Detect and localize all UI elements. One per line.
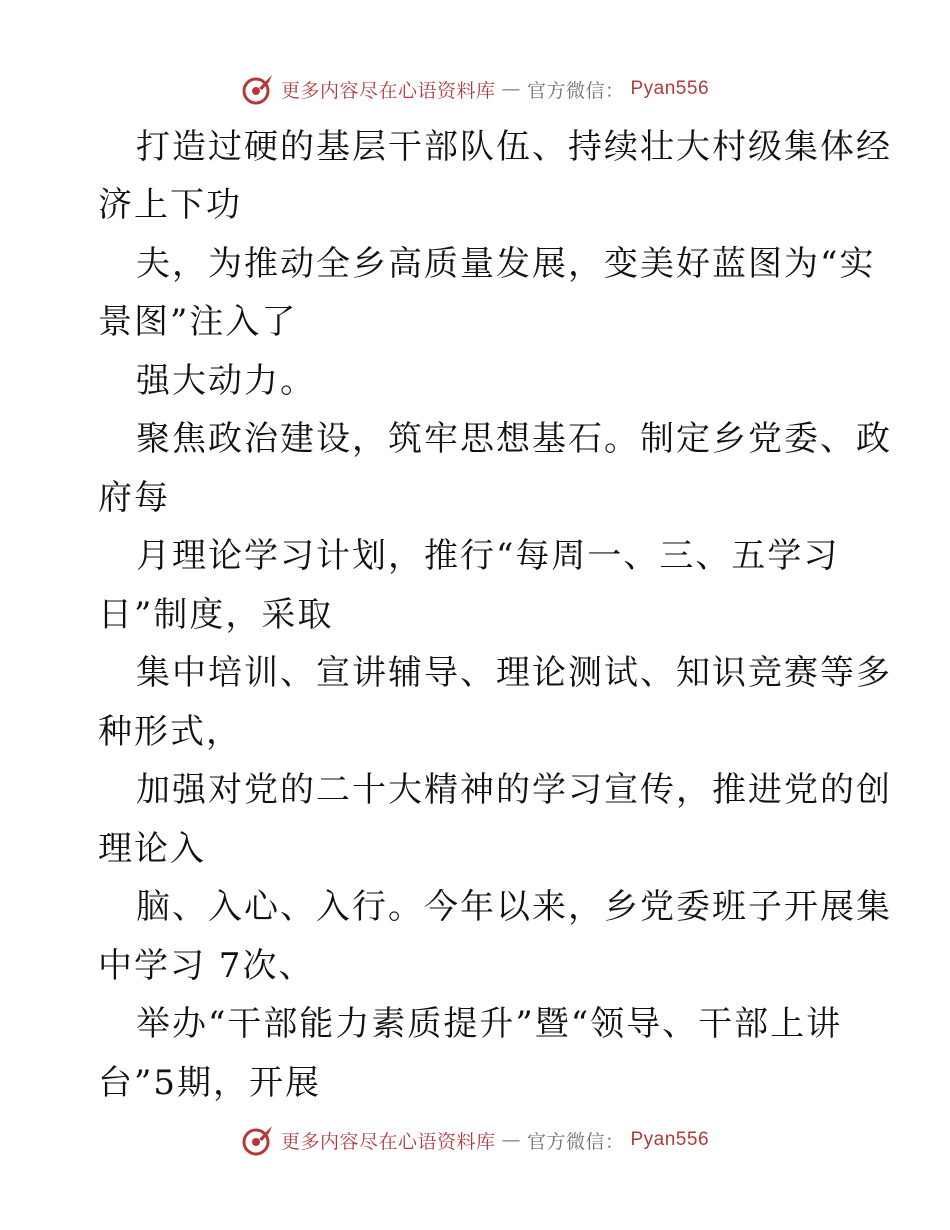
body-line: 济上下功 bbox=[98, 185, 242, 225]
body-line: 日”制度，采取 bbox=[98, 595, 334, 635]
watermark-site-text: 更多内容尽在心语资料库 bbox=[280, 79, 496, 102]
body-line: 打造过硬的基层干部队伍、持续壮大村级集体经 bbox=[136, 127, 892, 167]
body-line: 脑、入心、入行。今年以来，乡党委班子开展集 bbox=[136, 887, 892, 927]
body-line: 理论入 bbox=[98, 829, 206, 869]
body-line: 景图”注入了 bbox=[98, 302, 298, 342]
header-watermark bbox=[0, 72, 950, 106]
body-line: 强大动力。 bbox=[136, 361, 316, 401]
watermark-site-text: 更多内容尽在心语资料库 bbox=[280, 1130, 496, 1153]
body-line: 台”5期，开展 bbox=[98, 1063, 322, 1103]
watermark-wechat-label: 官方微信： bbox=[526, 1130, 625, 1153]
body-line: 府每 bbox=[98, 478, 170, 518]
body-line: 举办“干部能力素质提升”暨“领导、干部上讲 bbox=[136, 1004, 843, 1044]
watermark-dash: — bbox=[501, 78, 521, 100]
watermark-wechat-id: Pyan556 bbox=[630, 1129, 710, 1150]
body-line: 种形式， bbox=[98, 712, 242, 752]
quill-logo-icon bbox=[241, 1123, 275, 1157]
body-line: 聚焦政治建设，筑牢思想基石。制定乡党委、政 bbox=[136, 419, 892, 459]
body-line: 加强对党的二十大精神的学习宣传，推进党的创 bbox=[136, 770, 892, 810]
quill-logo-icon bbox=[241, 72, 275, 106]
body-line: 集中培训、宣讲辅导、理论测试、知识竞赛等多 bbox=[136, 653, 892, 693]
body-line: 中学习 7次、 bbox=[98, 946, 315, 986]
body-line: 月理论学习计划，推行“每周一、三、五学习 bbox=[136, 536, 840, 576]
watermark-dash: — bbox=[501, 1129, 521, 1151]
watermark-wechat-label: 官方微信： bbox=[526, 79, 625, 102]
footer-watermark bbox=[0, 1123, 950, 1157]
body-line: 夫，为推动全乡高质量发展，变美好蓝图为“实 bbox=[136, 244, 876, 284]
watermark-wechat-id: Pyan556 bbox=[630, 78, 710, 99]
